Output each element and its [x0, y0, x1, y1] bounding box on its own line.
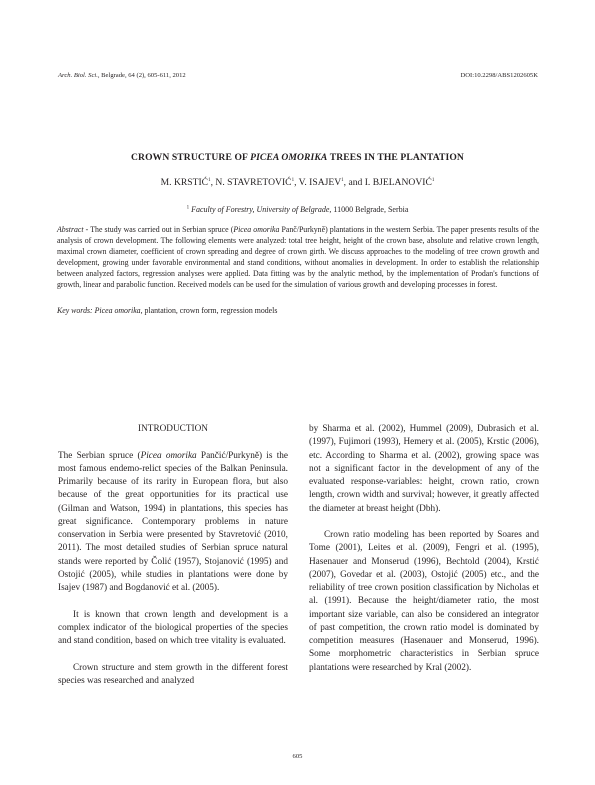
intro-paragraph-4: Crown ratio modeling has been reported by Soares and Tome (2001), Leites et al. (2009), Fengri et al. (1995), Hasenauer and Monserud (1996), Bechtold (2004), Krstić (2007), Govedar et al. (2003), Ostojić (2005) etc., and the reliability of tree crown position classification by Nicholas et al. (1991). Because the height/diameter ratio, the most important size variable, can also be considered an integrator of past competition, the crown ratio model is dominated by competition measures (Hasenauer and Monserud, 1996). Some morphometric characteristics in Serbian spruce plantations were researched by Kral (2002).: [309, 530, 539, 673]
author-3: , V. ISAJEV: [294, 177, 342, 188]
section-heading-introduction: INTRODUCTION: [138, 424, 208, 434]
intro-paragraph-1: [58, 450, 288, 596]
author-3-affil: 1: [341, 177, 344, 183]
abstract-species: Picea omorika: [233, 225, 280, 234]
journal-citation: [58, 72, 186, 79]
title-species: PICEA OMORIKA: [250, 152, 328, 163]
abstract-text-2: Panč/Purkyně) plantations in the western Serbia. The paper presents results of the analysis of crown development. The following elements were analyzed: total tree height, height of the crown base, absolute and relative crown length, maximal crown diameter, coefficient of crown spreading and degree of crown girth. We discuss approaches to the modeling of tree crown growth and development, growing under favorable environmental and stand conditions, without anomalies in development. In order to establish the relationship between analyzed factors, regression analyses were applied. Data fitting was by the analytic method, by the implementation of Prodan's functions of growth, linear and parabolic function. Received models can be used for the simulation of various growth and developing processes in forest.: [57, 225, 539, 289]
p1-species: Picea omorika: [140, 450, 197, 461]
affiliation-institution: Faculty of Forestry, University of Belgrade: [189, 205, 330, 214]
author-1-affil: 1: [208, 177, 211, 183]
journal-details: , Belgrade, 64 (2), 605-611, 2012: [97, 72, 186, 79]
author-list: [0, 177, 595, 188]
keywords-species: Picea omorika: [92, 306, 141, 315]
abstract-label: Abstract: [57, 225, 84, 234]
paper-title: [0, 152, 595, 163]
affiliation-location: , 11000 Belgrade, Serbia: [329, 205, 409, 214]
keywords: [57, 306, 539, 317]
author-2: , N. STAVRETOVIĆ: [210, 177, 292, 188]
p1-text-b: Pančić/Purkyně) is the most famous endemo-relict species of the Balkan Peninsula. Primarily because of its rarity in European flora, but also because of the great opportunities for its practical use (Gilman and Watson, 1994) in plantations, this species has great significance. Contemporary problems in nature conservation in Serbia were presented by Stavretović (2010, 2011). The most detailed studies of Serbian spruce natural stands were reported by Čolić (1957), Stojanović (1995) and Ostojić (2005), while studies in plantations were done by Isajev (1987) and Bogdanović et al. (2005).: [58, 450, 288, 593]
doi: DOI:10.2298/ABS1202605K: [460, 72, 538, 79]
title-part2: TREES IN THE PLANTATION: [327, 152, 464, 163]
keywords-list: , plantation, crown form, regression models: [140, 306, 278, 315]
abstract: [57, 225, 539, 291]
p1-text-a: The Serbian spruce (: [58, 450, 141, 461]
author-4: , and I. BJELANOVIĆ: [343, 177, 432, 188]
author-1: M. KRSTIĆ: [160, 177, 209, 188]
author-4-affil: 1: [431, 177, 435, 183]
title-part1: CROWN STRUCTURE OF: [131, 152, 251, 163]
intro-paragraph-2: It is known that crown length and development is a complex indicator of the biological properties of the species and stand condition, based on which tree vitality is evaluated.: [58, 609, 288, 646]
keywords-label: Key words:: [57, 306, 93, 315]
intro-paragraph-3: Crown structure and stem growth in the different forest species was researched and analyzed: [58, 662, 288, 686]
left-column: [58, 423, 288, 688]
affiliation: [0, 205, 595, 214]
journal-name: Arch. Biol. Sci.: [58, 72, 98, 79]
abstract-text-1: - The study was carried out in Serbian spruce (: [83, 225, 234, 234]
affiliation-marker: 1: [186, 205, 190, 211]
author-2-affil: 1: [291, 177, 295, 183]
right-column: [309, 423, 539, 675]
intro-paragraph-3-continued: by Sharma et al. (2002), Hummel (2009), Dubrasich et al. (1997), Fujimori (1993), Hemery et al. (2005), Krstic (2006), etc. According to Sharma et al. (2002), growing space was not a significant factor in the development of any of the evaluated response-variables: height, crown ratio, crown length, crown width and survival; however, it greatly affected the diameter at breast height (Dbh).: [309, 424, 539, 514]
page-number: 605: [292, 753, 303, 760]
